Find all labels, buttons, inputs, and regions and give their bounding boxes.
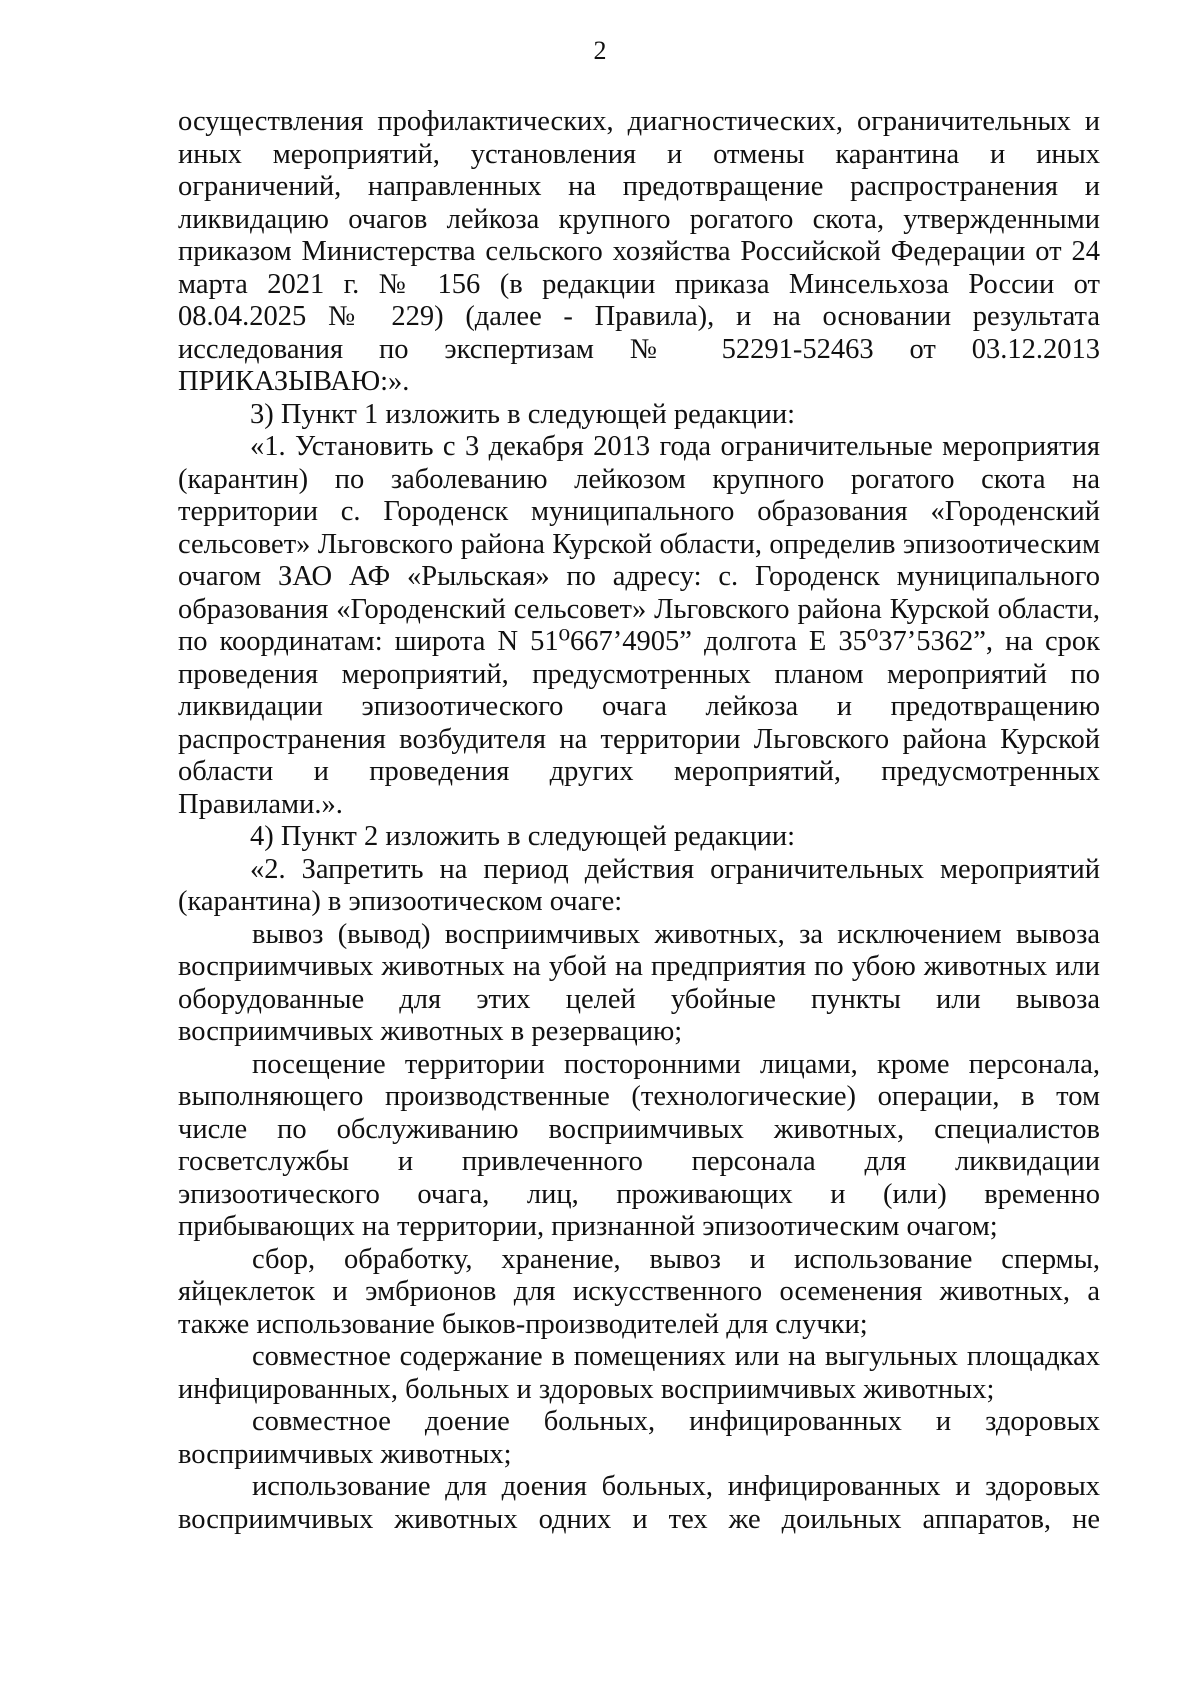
- document-body: [178, 106, 1100, 1536]
- paragraph-item-4: 4) Пункт 2 изложить в следующей редакции:: [250, 821, 796, 852]
- page-number: 2: [593, 36, 607, 65]
- paragraph-clause-2: «2. Запретить на период действия ограничительных мероприятий (карантина) в эпизоотическом очаге:: [178, 853, 1100, 917]
- paragraph-preamble-continuation: осуществления профилактических, диагностических, ограничительных и иных мероприятий, установления и отмены карантина и иных ограничений, направленных на предотвращение распространения и ликвидацию очагов лейкоза крупного рогатого скота, утвержденными приказом Министерства сельского хозяйства Российской Федерации от 24 марта 2021 г. № 156 (в редакции приказа Минсельхоза России от 08.04.2025 № 229) (далее - Правила), и на основании результата исследования по экспертизам № 52291-52463 от 03.12.2013 ПРИКАЗЫВАЮ:».: [178, 106, 1100, 397]
- paragraph-item-3: 3) Пункт 1 изложить в следующей редакции:: [250, 398, 796, 430]
- paragraph-prohibition-semen: сбор, обработку, хранение, вывоз и использование спермы, яйцеклеток и эмбрионов для искусственного осеменения животных, а также использование быков-производителей для случки;: [178, 1243, 1100, 1340]
- paragraph-prohibition-joint-keeping: совместное содержание в помещениях или на выгульных площадках инфицированных, больных и здоровых восприимчивых животных;: [178, 1341, 1100, 1405]
- paragraph-clause-1: «1. Установить с 3 декабря 2013 года ограничительные мероприятия (карантин) по заболеванию лейкозом крупного рогатого скота на территории с. Городенск муниципального образования «Городенский сельсовет» Льговского района Курской области, определив эпизоотическим очагом ЗАО АФ «Рыльская» по адресу: с. Городенск муниципального образования «Городенский сельсовет» Льговского района Курской области, по координатам: широта N 51⁰667’4905” долгота E 35⁰37’5362”, на срок проведения мероприятий, предусмотренных планом мероприятий по ликвидации эпизоотического очага лейкоза и предотвращению распространения возбудителя на территории Льговского района Курской области и проведения других мероприятий, предусмотренных Правилами.».: [178, 431, 1100, 820]
- paragraph-prohibition-removal: вывоз (вывод) восприимчивых животных, за исключением вывоза восприимчивых животных на убой на предприятия по убою животных или оборудованные для этих целей убойные пункты или вывоза восприимчивых животных в резервацию;: [178, 918, 1100, 1047]
- paragraph-prohibition-visits: посещение территории посторонними лицами, кроме персонала, выполняющего производственные (технологические) операции, в том числе по обслуживанию восприимчивых животных, специалистов госветслужбы и привлеченного персонала для ликвидации эпизоотического очага, лиц, проживающих и (или) временно прибывающих на территории, признанной эпизоотическим очагом;: [178, 1048, 1100, 1242]
- paragraph-prohibition-milking-equipment: использование для доения больных, инфицированных и здоровых восприимчивых животных одних и тех же доильных аппаратов, не: [178, 1471, 1100, 1535]
- paragraph-prohibition-joint-milking: совместное доение больных, инфицированных и здоровых восприимчивых животных;: [178, 1406, 1100, 1470]
